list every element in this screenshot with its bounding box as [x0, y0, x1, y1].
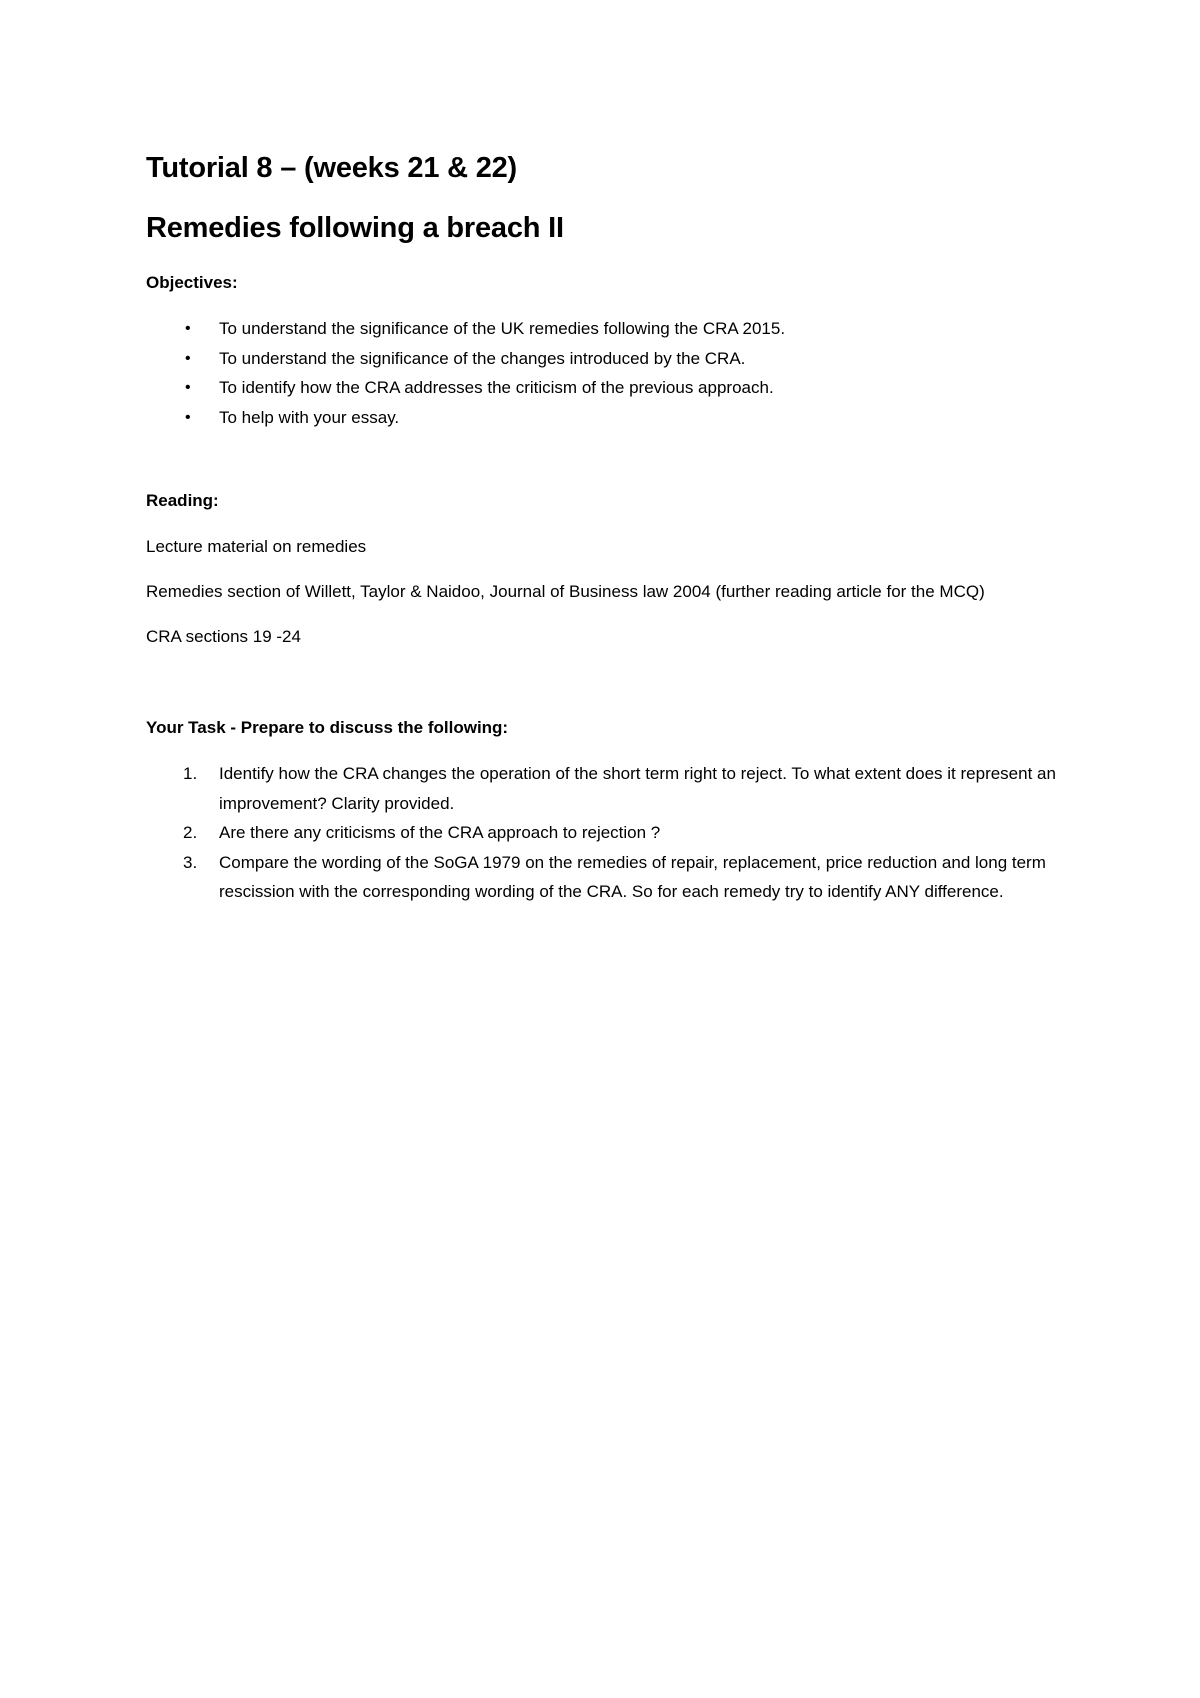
bullet-icon: • [185, 408, 191, 426]
list-item [146, 344, 1076, 374]
list-item [146, 818, 1076, 848]
objective-text: To help with your essay. [219, 407, 400, 427]
reading-item: Lecture material on remedies [146, 537, 367, 556]
spacer [146, 432, 1076, 488]
list-item [146, 759, 1076, 818]
page-subtitle: Remedies following a breach II [146, 212, 564, 244]
reading-item: Remedies section of Willett, Taylor & Naidoo, Journal of Business law 2004 (further reading article for the MCQ) [146, 582, 985, 601]
task-text: Are there any criticisms of the CRA approach to rejection ? [219, 823, 661, 842]
objectives-list [146, 314, 1076, 432]
bullet-icon: • [185, 320, 191, 337]
task-number: 2. [183, 823, 198, 842]
objective-text: To understand the significance of the UK remedies following the CRA 2015. [219, 319, 786, 338]
task-list [146, 759, 1076, 907]
objective-text: To understand the significance of the changes introduced by the CRA. [219, 348, 746, 368]
page-title: Tutorial 8 – (weeks 21 & 22) [146, 152, 518, 184]
reading-item: CRA sections 19 -24 [146, 627, 301, 646]
task-text: Identify how the CRA changes the operation of the short term right to reject. To what extent does it represent an improvement? Clarity provided. [219, 764, 1056, 813]
bullet-icon: • [185, 379, 191, 396]
bullet-icon: • [185, 349, 191, 367]
task-heading: Your Task - Prepare to discuss the following: [146, 718, 509, 737]
objective-text: To identify how the CRA addresses the criticism of the previous approach. [219, 378, 774, 397]
list-item [146, 848, 1076, 907]
document-content [146, 150, 1076, 907]
task-number: 1. [183, 764, 198, 783]
task-text: Compare the wording of the SoGA 1979 on the remedies of repair, replacement, price reduction and long term rescission with the corresponding wording of the CRA. So for each remedy try to identify ANY difference. [219, 852, 1046, 901]
spacer [146, 667, 1076, 715]
list-item [146, 314, 1076, 344]
list-item [146, 403, 1076, 433]
objectives-heading: Objectives: [146, 273, 238, 292]
list-item [146, 373, 1076, 403]
reading-heading: Reading: [146, 491, 219, 510]
task-number: 3. [183, 852, 198, 872]
